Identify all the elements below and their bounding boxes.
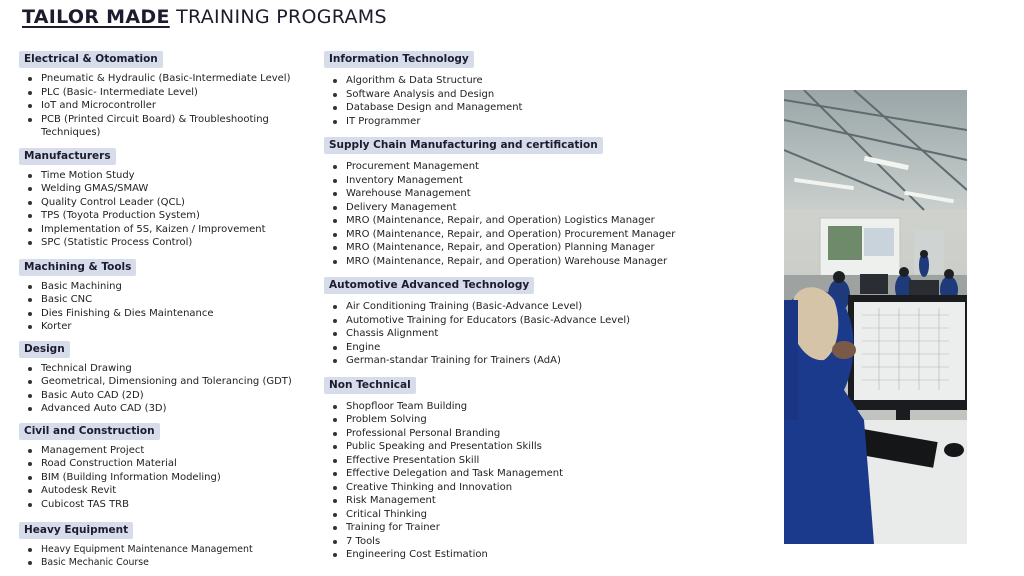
section-heavy-equipment — [19, 518, 309, 569]
section-design — [19, 337, 309, 416]
title-strong: TAILOR MADE — [22, 6, 170, 28]
list-item: TPS (Toyota Production System) — [19, 209, 309, 223]
list-item: Advanced Auto CAD (3D) — [19, 402, 309, 416]
list-item: Geometrical, Dimensioning and Tolerancing (GDT) — [19, 375, 309, 389]
list-item: Professional Personal Branding — [324, 427, 744, 441]
section-heading: Non Technical — [324, 377, 416, 394]
left-column — [19, 47, 309, 569]
list-item: IT Programmer — [324, 115, 744, 129]
list-item: Welding GMAS/SMAW — [19, 182, 309, 196]
list-item: Inventory Management — [324, 174, 744, 188]
list-item: Procurement Management — [324, 160, 744, 174]
section-it — [324, 47, 744, 128]
section-heading: Supply Chain Manufacturing and certification — [324, 137, 603, 154]
list-item: Engine — [324, 341, 744, 355]
list-item: IoT and Microcontroller — [19, 99, 309, 113]
list-item: Training for Trainer — [324, 521, 744, 535]
list-item: MRO (Maintenance, Repair, and Operation) Procurement Manager — [324, 228, 744, 242]
section-supply-chain — [324, 133, 744, 268]
list-item: Management Project — [19, 444, 309, 458]
list-item: Implementation of 5S, Kaizen / Improvement — [19, 223, 309, 237]
list-item: Database Design and Management — [324, 101, 744, 115]
list-item: Warehouse Management — [324, 187, 744, 201]
list-item: PLC (Basic- Intermediate Level) — [19, 86, 309, 100]
list-item: Time Motion Study — [19, 169, 309, 183]
section-manufacturers — [19, 144, 309, 250]
list-item: Risk Management — [324, 494, 744, 508]
list-item: PCB (Printed Circuit Board) & Troubleshooting Techniques) — [19, 113, 309, 140]
list-item: MRO (Maintenance, Repair, and Operation) Warehouse Manager — [324, 255, 744, 269]
list-item: SPC (Statistic Process Control) — [19, 236, 309, 250]
list-item: German-standar Training for Trainers (AdA) — [324, 354, 744, 368]
list-item: Software Analysis and Design — [324, 88, 744, 102]
list-item: Road Construction Material — [19, 457, 309, 471]
list-item: MRO (Maintenance, Repair, and Operation) Planning Manager — [324, 241, 744, 255]
section-civil — [19, 419, 309, 512]
list-item: Chassis Alignment — [324, 327, 744, 341]
section-non-technical — [324, 373, 744, 562]
list-item: Quality Control Leader (QCL) — [19, 196, 309, 210]
list-item: Problem Solving — [324, 413, 744, 427]
classroom-photo — [784, 90, 967, 544]
section-heading: Automotive Advanced Technology — [324, 277, 534, 294]
section-heading: Civil and Construction — [19, 423, 160, 440]
list-item: Effective Presentation Skill — [324, 454, 744, 468]
page-title — [22, 6, 387, 28]
list-item: Public Speaking and Presentation Skills — [324, 440, 744, 454]
list-item: Automotive Training for Educators (Basic-Advance Level) — [324, 314, 744, 328]
section-heading: Manufacturers — [19, 148, 116, 165]
list-item: Algorithm & Data Structure — [324, 74, 744, 88]
list-item: Basic Mechanic Course — [19, 556, 309, 569]
list-item: Delivery Management — [324, 201, 744, 215]
list-item: Pneumatic & Hydraulic (Basic-Intermediate Level) — [19, 72, 309, 86]
section-heading: Machining & Tools — [19, 259, 136, 276]
list-item: Cubicost TAS TRB — [19, 498, 309, 512]
list-item: Effective Delegation and Task Management — [324, 467, 744, 481]
section-heading: Information Technology — [324, 51, 474, 68]
section-automotive — [324, 273, 744, 368]
list-item: Engineering Cost Estimation — [324, 548, 744, 562]
list-item: Heavy Equipment Maintenance Management — [19, 543, 309, 556]
list-item: Critical Thinking — [324, 508, 744, 522]
section-heading: Heavy Equipment — [19, 522, 133, 539]
list-item: Basic Machining — [19, 280, 309, 294]
list-item: Technical Drawing — [19, 362, 309, 376]
section-heading: Electrical & Otomation — [19, 51, 163, 68]
list-item: Shopfloor Team Building — [324, 400, 744, 414]
list-item: MRO (Maintenance, Repair, and Operation) Logistics Manager — [324, 214, 744, 228]
list-item: Dies Finishing & Dies Maintenance — [19, 307, 309, 321]
list-item: Basic CNC — [19, 293, 309, 307]
section-heading: Design — [19, 341, 70, 358]
list-item: Air Conditioning Training (Basic-Advance Level) — [324, 300, 744, 314]
title-rest: TRAINING PROGRAMS — [176, 6, 387, 28]
middle-column — [324, 47, 744, 562]
section-electrical — [19, 47, 309, 140]
list-item: 7 Tools — [324, 535, 744, 549]
list-item: Creative Thinking and Innovation — [324, 481, 744, 495]
list-item: Autodesk Revit — [19, 484, 309, 498]
list-item: Basic Auto CAD (2D) — [19, 389, 309, 403]
list-item: Korter — [19, 320, 309, 334]
section-machining — [19, 255, 309, 334]
list-item: BIM (Building Information Modeling) — [19, 471, 309, 485]
